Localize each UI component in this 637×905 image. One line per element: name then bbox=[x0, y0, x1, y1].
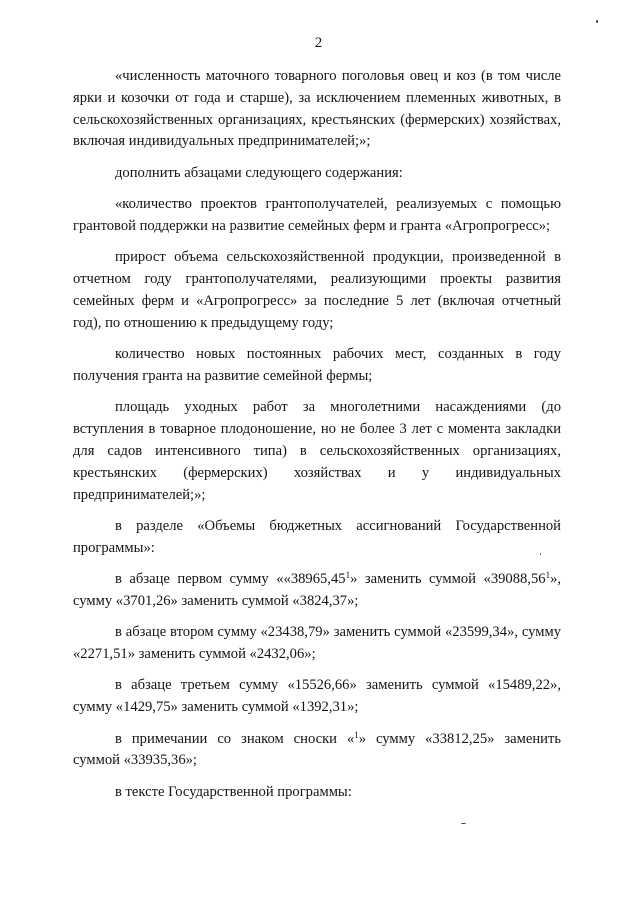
paragraph-livestock-indicator: «численность маточного товарного поголовья овец и коз (в том числе ярки и козочки от года и старше), за исключением племенных животных, в сельскохозяйственных организациях, крестьянских (фермерских) хозяйствах, включая индивидуальных предпринимателей;»; bbox=[73, 68, 561, 150]
paragraph-new-jobs: количество новых постоянных рабочих мест, созданных в году получения гранта на развитие семейной фермы; bbox=[73, 346, 561, 384]
paragraph-footnote-note bbox=[73, 729, 561, 773]
footnote-mark: 1 bbox=[354, 729, 359, 740]
first-sum-part-a: в абзаце первом сумму ««38965,45 bbox=[115, 571, 346, 588]
footnote-mark: 1 bbox=[545, 570, 551, 581]
paragraph-second-sum: в абзаце втором сумму «23438,79» заменить суммой «23599,34», сумму «2271,51» заменить суммой «2432,06»; bbox=[73, 624, 561, 663]
scan-speck bbox=[461, 823, 466, 824]
paragraph-production-growth: прирост объема сельскохозяйственной продукции, произведенной в отчетном году грантополучателями, реализующими проекты развития семейных ферм и «Агропрогресс» за последние 5 лет (включая отчетный год), по отношению к предыдущему году; bbox=[73, 249, 561, 331]
page-number: 2 bbox=[314, 35, 323, 51]
paragraph-add-clauses: дополнить абзацами следующего содержания: bbox=[115, 164, 403, 181]
paragraph-perennial-plantings: площадь уходных работ за многолетними насаждениями (до вступления в товарное плодоношение, но не более 3 лет с момента закладки для садов интенсивного типа) в сельскохозяйственных организациях, крестьянских (фермерских) хозяйствах и у индивидуальных предпринимателей;»; bbox=[73, 399, 561, 503]
scan-speck bbox=[540, 553, 541, 555]
note-part-a: в примечании со знаком сноски « bbox=[115, 730, 355, 747]
document-body bbox=[73, 66, 561, 804]
paragraph-budget-section: в разделе «Объемы бюджетных ассигнований Государственной программы»: bbox=[73, 517, 561, 556]
scan-speck bbox=[596, 20, 598, 23]
paragraph-first-sum bbox=[73, 569, 561, 613]
footnote-mark: 1 bbox=[345, 570, 351, 581]
first-sum-part-b: » заменить суммой «39088,56 bbox=[350, 571, 546, 588]
paragraph-grant-projects: «количество проектов грантополучателей, реализуемых с помощью грантовой поддержки на развитие семейных ферм и гранта «Агропрогресс»; bbox=[73, 196, 561, 234]
note-part-b: » сумму «33812,25» заменить суммой «33935,36»; bbox=[73, 730, 562, 769]
paragraph-program-text: в тексте Государственной программы: bbox=[115, 783, 352, 800]
first-sum-part-c: », сумму «3701,26» заменить суммой «3824,37»; bbox=[73, 571, 562, 609]
paragraph-third-sum: в абзаце третьем сумму «15526,66» заменить суммой «15489,22», сумму «1429,75» заменить суммой «1392,31»; bbox=[73, 677, 561, 716]
